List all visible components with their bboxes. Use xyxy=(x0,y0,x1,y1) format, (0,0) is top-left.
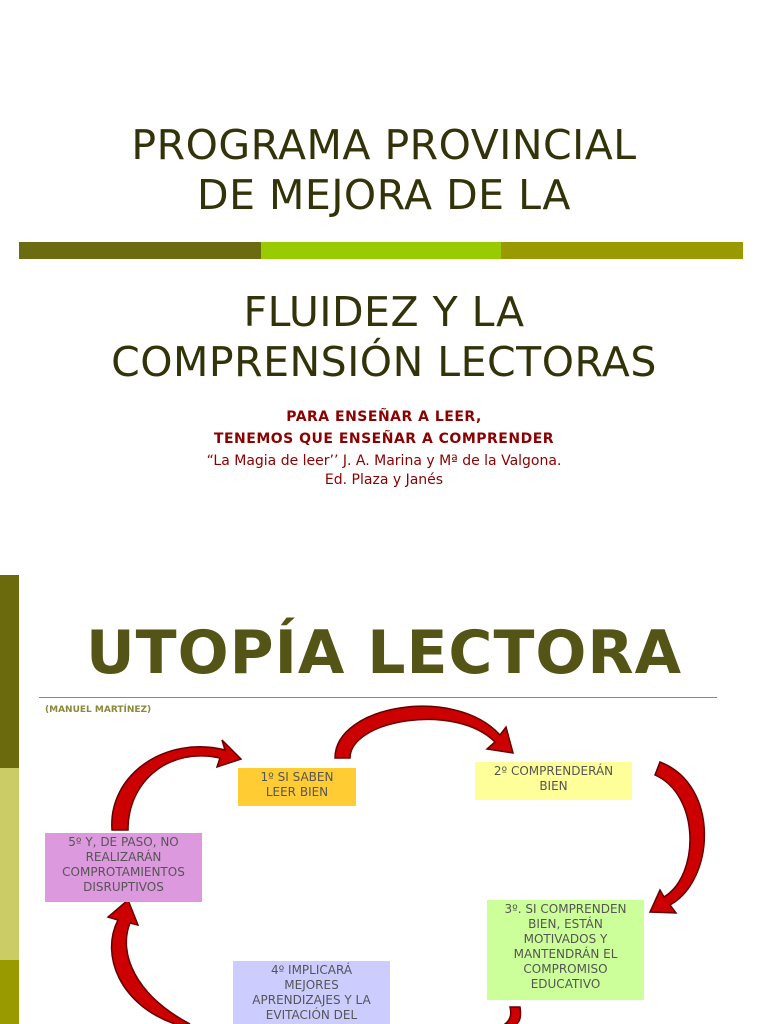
citation-line-1: “La Magia de leer’’ J. A. Marina y Mª de la Valgona. xyxy=(206,453,562,469)
box-text: BIEN xyxy=(539,779,568,793)
title-line-2: DE MEJORA DE LA xyxy=(197,171,571,219)
box-text: 1º SI SABEN xyxy=(260,770,334,784)
step-box-3 xyxy=(487,900,644,1000)
box-text: 4º IMPLICARÁ xyxy=(270,963,353,977)
curved-arrow-icon xyxy=(335,706,513,758)
divider-band-dark xyxy=(19,242,261,259)
box-text: LEER BIEN xyxy=(265,785,329,799)
title-line-1: PROGRAMA PROVINCIAL xyxy=(131,121,637,169)
box-text: EDUCATIVO xyxy=(530,977,601,991)
box-text: REALIZARÁN xyxy=(85,850,162,864)
box-text: APRENDIZAJES Y LA xyxy=(252,993,371,1007)
box-text: 3º. SI COMPRENDEN xyxy=(504,902,627,916)
divider-band-green xyxy=(261,242,501,259)
step-box-1 xyxy=(238,768,356,806)
box-text: 2º COMPRENDERÁN xyxy=(493,764,614,778)
subtitle xyxy=(0,287,768,387)
box-text: BIEN, ESTÁN xyxy=(528,917,603,931)
curved-arrow-icon xyxy=(112,740,241,830)
box-text: 5º Y, DE PASO, NO xyxy=(68,835,179,849)
quote-line-2: TENEMOS QUE ENSEÑAR A COMPRENDER xyxy=(213,431,555,447)
curved-arrow-icon xyxy=(650,762,704,913)
step-box-4 xyxy=(233,961,390,1024)
step-box-5 xyxy=(45,833,202,902)
main-title xyxy=(0,120,768,220)
curved-arrow-icon xyxy=(505,1007,521,1024)
box-text: MANTENDRÁN EL xyxy=(513,947,618,961)
citation-line-2: Ed. Plaza y Janés xyxy=(324,472,444,488)
title-line-4: COMPRENSIÓN LECTORAS xyxy=(111,338,657,386)
box-text: DISRUPTIVOS xyxy=(83,880,164,894)
box-text: COMPROMISO xyxy=(523,962,608,976)
title-line-3: FLUIDEZ Y LA xyxy=(243,288,525,336)
curved-arrow-icon xyxy=(108,900,190,1024)
divider-band-olive xyxy=(501,242,743,259)
slide-title: UTOPÍA LECTORA xyxy=(85,618,683,688)
box-text: MOTIVADOS Y xyxy=(523,932,608,946)
step-box-2 xyxy=(475,762,632,800)
utopia-slide xyxy=(0,575,768,1024)
cycle-arrows xyxy=(0,575,768,1024)
box-text: EVITACIÓN DEL xyxy=(265,1008,358,1022)
box-text: COMPROTAMIENTOS xyxy=(62,865,185,879)
quote-line-1: PARA ENSEÑAR A LEER, xyxy=(286,409,482,425)
box-text: MEJORES xyxy=(284,978,339,992)
author-credit: (MANUEL MARTÍNEZ) xyxy=(45,705,152,715)
